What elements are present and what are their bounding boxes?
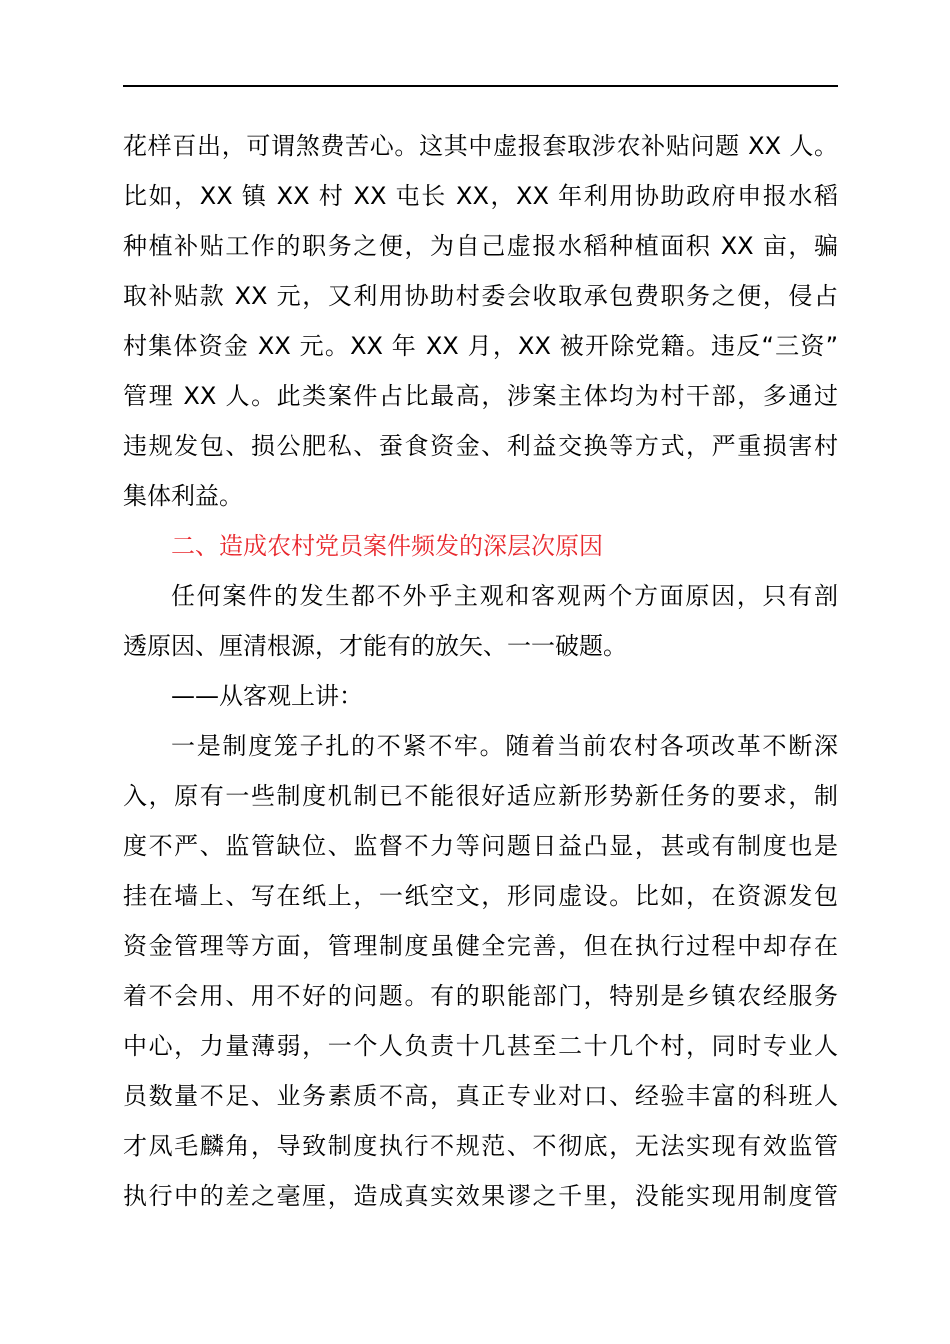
paragraph-line: 中心，力量薄弱，一个人负责十几甚至二十几个村，同时专业人 bbox=[123, 1032, 838, 1060]
paragraph-line: 集体利益。 bbox=[123, 482, 243, 510]
paragraph-line: 入，原有一些制度机制已不能很好适应新形势新任务的要求，制 bbox=[123, 782, 838, 810]
paragraph-line: 资金管理等方面，管理制度虽健全完善，但在执行过程中却存在 bbox=[123, 932, 838, 960]
section-heading: 二、造成农村党员案件频发的深层次原因 bbox=[171, 532, 603, 560]
paragraph-line: 取补贴款 XX 元，又利用协助村委会收取承包费职务之便，侵占 bbox=[123, 282, 838, 310]
paragraph-line: 执行中的差之毫厘，造成真实效果谬之千里，没能实现用制度管 bbox=[123, 1182, 838, 1210]
paragraph-line: 挂在墙上、写在纸上，一纸空文，形同虚设。比如，在资源发包 bbox=[123, 882, 838, 910]
paragraph-line: 花样百出，可谓煞费苦心。这其中虚报套取涉农补贴问题 XX 人。 bbox=[123, 132, 838, 160]
paragraph-line: 着不会用、用不好的问题。有的职能部门，特别是乡镇农经服务 bbox=[123, 982, 838, 1010]
paragraph-line: 比如，XX 镇 XX 村 XX 屯长 XX，XX 年利用协助政府申报水稻 bbox=[123, 182, 838, 210]
paragraph-line: 才凤毛麟角，导致制度执行不规范、不彻底，无法实现有效监管 bbox=[123, 1132, 838, 1160]
paragraph-line: 一是制度笼子扎的不紧不牢。随着当前农村各项改革不断深 bbox=[171, 732, 838, 760]
paragraph-line: 度不严、监管缺位、监督不力等问题日益凸显，甚或有制度也是 bbox=[123, 832, 838, 860]
paragraph-line: 种植补贴工作的职务之便，为自己虚报水稻种植面积 XX 亩，骗 bbox=[123, 232, 838, 260]
subheading: ——从客观上讲： bbox=[171, 682, 363, 710]
intro-paragraph bbox=[123, 571, 838, 671]
paragraph-line: 村集体资金 XX 元。XX 年 XX 月，XX 被开除党籍。违反“三资” bbox=[123, 332, 838, 360]
paragraph-line: 透原因、厘清根源，才能有的放矢、一一破题。 bbox=[123, 632, 627, 660]
point-one-paragraph bbox=[123, 721, 838, 1221]
paragraph-line: 管理 XX 人。此类案件占比最高，涉案主体均为村干部，多通过 bbox=[123, 382, 838, 410]
paragraph-line: 违规发包、损公肥私、蚕食资金、利益交换等方式，严重损害村 bbox=[123, 432, 838, 460]
continued-paragraph bbox=[123, 121, 838, 521]
document-body bbox=[123, 121, 838, 1221]
paragraph-line: 任何案件的发生都不外乎主观和客观两个方面原因，只有剖 bbox=[171, 582, 838, 610]
header-rule bbox=[123, 85, 838, 87]
paragraph-line: 员数量不足、业务素质不高，真正专业对口、经验丰富的科班人 bbox=[123, 1082, 838, 1110]
